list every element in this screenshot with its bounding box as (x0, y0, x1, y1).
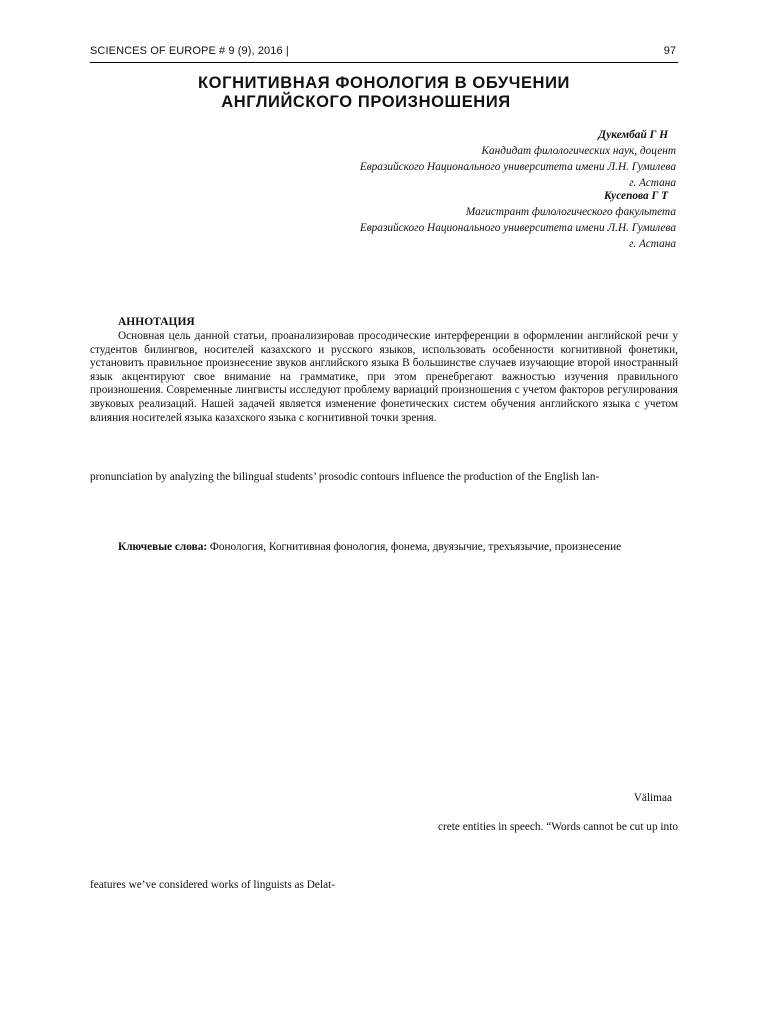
english-fragment-features: features we’ve considered works of linguists as Delat- (90, 879, 336, 891)
english-fragment-pronunciation: pronunciation by analyzing the bilingual students’ prosodic contours influence the production of the English lan- (90, 471, 600, 483)
keywords (90, 540, 678, 555)
author-1-position: Кандидат филологических наук, доцент (481, 145, 676, 157)
running-header (90, 42, 678, 63)
author-2-city: г. Астана (629, 238, 676, 250)
article-title (90, 74, 678, 112)
title-line-1: КОГНИТИВНАЯ ФОНОЛОГИЯ В ОБУЧЕНИИ (198, 74, 570, 92)
author-2 (360, 188, 676, 252)
abstract-text: Основная цель данной статьи, проанализировав просодические интерференции в оформлении английской речи у студентов билингвов, носителей казахского и русского языков, использовать особенности когнитивной фонетики, установить правильное произнесение звуков английского языка В большинстве случаев изучающие второй иностранный язык акцентируют свое внимание на грамматике, при этом пренебрегают важностью изучения правильного произношения. Современные лингвисты исследуют проблему вариаций произношения с учетом факторов регулирования звуковых реализаций. Нашей задачей является изменение фонетических систем обучения английского языка с учетом влияния носителей языка казахского языка с когнитивной точки зрения. (90, 330, 678, 424)
keywords-text: Фонология, Когнитивная фонология, фонема, двуязычие, трехъязычие, произнесение (207, 541, 622, 553)
journal-name: SCIENCES OF EUROPE # 9 (9), 2016 | (90, 45, 289, 57)
author-1-city: г. Астана (629, 177, 676, 189)
author-2-name: Кусепова Г Т (604, 190, 668, 202)
author-2-position: Магистрант филологического факультета (465, 206, 676, 218)
abstract-heading: АННОТАЦИЯ (118, 316, 195, 328)
page-number: 97 (663, 45, 676, 57)
author-1-name: Дукембай Г Н (598, 129, 668, 141)
keywords-label: Ключевые слова: (118, 541, 208, 553)
title-line-2: АНГЛИЙСКОГО ПРОИЗНОШЕНИЯ (221, 93, 511, 111)
english-fragment-valimaa: Välimaa (633, 792, 672, 804)
author-2-affiliation: Евразийского Национального университета имени Л.Н. Гумилева (359, 222, 676, 234)
english-fragment-crete: crete entities in speech. “Words cannot be cut up into (437, 821, 678, 833)
author-1-affiliation: Евразийского Национального университета имени Л.Н. Гумилева (359, 161, 676, 173)
author-1 (360, 127, 676, 191)
